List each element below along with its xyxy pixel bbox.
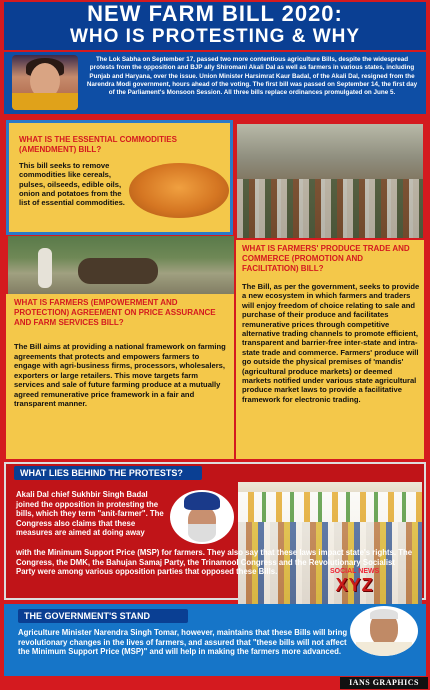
protests-heading: WHAT LIES BEHIND THE PROTESTS? [14, 466, 202, 480]
essential-commodities-heading: WHAT IS THE ESSENTIAL COMMODITIES (AMENDMENT) BILL? [19, 135, 177, 154]
empowerment-heading: WHAT IS FARMERS (EMPOWERMENT AND PROTECTION) AGREEMENT ON PRICE ASSURANCE AND FARM SERVICES BILL? [14, 298, 216, 327]
harsimrat-photo [12, 55, 78, 110]
protests-body-short: Akali Dal chief Sukhbir Singh Badal joined the opposition in protesting the bills, which they term "anit-farmer". The Congress also claims that these measures are aimed at doing away [16, 490, 164, 538]
page-title [4, 2, 426, 50]
watermark-logo [330, 568, 379, 594]
title-line-2: WHO IS PROTESTING & WHY [69, 26, 361, 47]
title-line-1: NEW FARM BILL 2020: [87, 1, 343, 26]
protests-body-wide: with the Minimum Support Price (MSP) for farmers. They also say that these laws impact state's rights. The Congress, the DMK, the Bahujan Samaj Party, the Trinamool Congress and the Revolutionary Socialist Party were among various opposition parties that opposed these Bills. [16, 548, 413, 577]
government-stand-heading: THE GOVERNMENT'S STAND [18, 609, 188, 623]
farmers-market-photo [237, 124, 423, 238]
sukhbir-badal-photo [170, 490, 234, 544]
intro-section [4, 52, 426, 114]
lentils-photo [129, 163, 229, 218]
empowerment-panel [6, 294, 234, 459]
watermark-big: XYZ [335, 575, 374, 595]
produce-trade-panel [236, 240, 424, 459]
produce-trade-body: The Bill, as per the government, seeks to provide a new ecosystem in which farmers and traders will enjoy freedom of choice relating to sale and purchase of their produce and facilitates remunerative prices through competitive alternative trading channels to promote efficient, transparent and barrier-free inter-state and intra-state trade and commerce. Farmers' produce will go outside the physical premises of 'mandis' (agricultural produce markets) or deemed markets notified under various state agricultural produce market laws to provide a facilitative framework for electronic trading. [242, 282, 420, 404]
footer-credit: IANS GRAPHICS [340, 677, 428, 689]
ox-ploughing-photo [8, 236, 234, 298]
essential-commodities-body: This bill seeks to remove commodities like cereals, pulses, oilseeds, edible oils, onion and potatoes from the list of essential commodities. [19, 161, 125, 208]
essential-commodities-panel [6, 120, 233, 235]
intro-text: The Lok Sabha on September 17, passed two more contentious agriculture Bills, despite the widespread protests from the opposition and BJP ally Shiromani Akali Dal as well as farmers in various states, including Punjab and Haryana, over the issue. Union Minister Harsimrat Kaur Badal, of the Akali Dal, resigned from the Narendra Modi government, hours ahead of the voting. The first bill was passed on September 14, the first day of the Parliament's Monsoon Session. All three bills replace ordinances promulgated on June 5. [86, 56, 418, 97]
empowerment-body: The Bill aims at providing a national framework on farming agreements that protects and empowers farmers to engage with agri-business firms, processors, wholesalers, exporters or large retailers. This move targets farm services and sale of future farming produce at a mutually agreed remunerative price framework in a fair and transparent manner. [14, 342, 226, 408]
government-stand-body: Agriculture Minister Narendra Singh Tomar, however, maintains that these Bills will bring revolutionary changes in the lives of farmers, and assured that "these bills will not affect the Minimum Support Price (MSP)" and will help in making the farmers more advanced. [18, 628, 348, 657]
produce-trade-heading: WHAT IS FARMERS' PRODUCE TRADE AND COMMERCE (PROMOTION AND FACILITATION) BILL? [242, 244, 410, 273]
watermark-top: SOCIAL NEWS [330, 568, 380, 575]
tomar-photo [350, 606, 418, 656]
